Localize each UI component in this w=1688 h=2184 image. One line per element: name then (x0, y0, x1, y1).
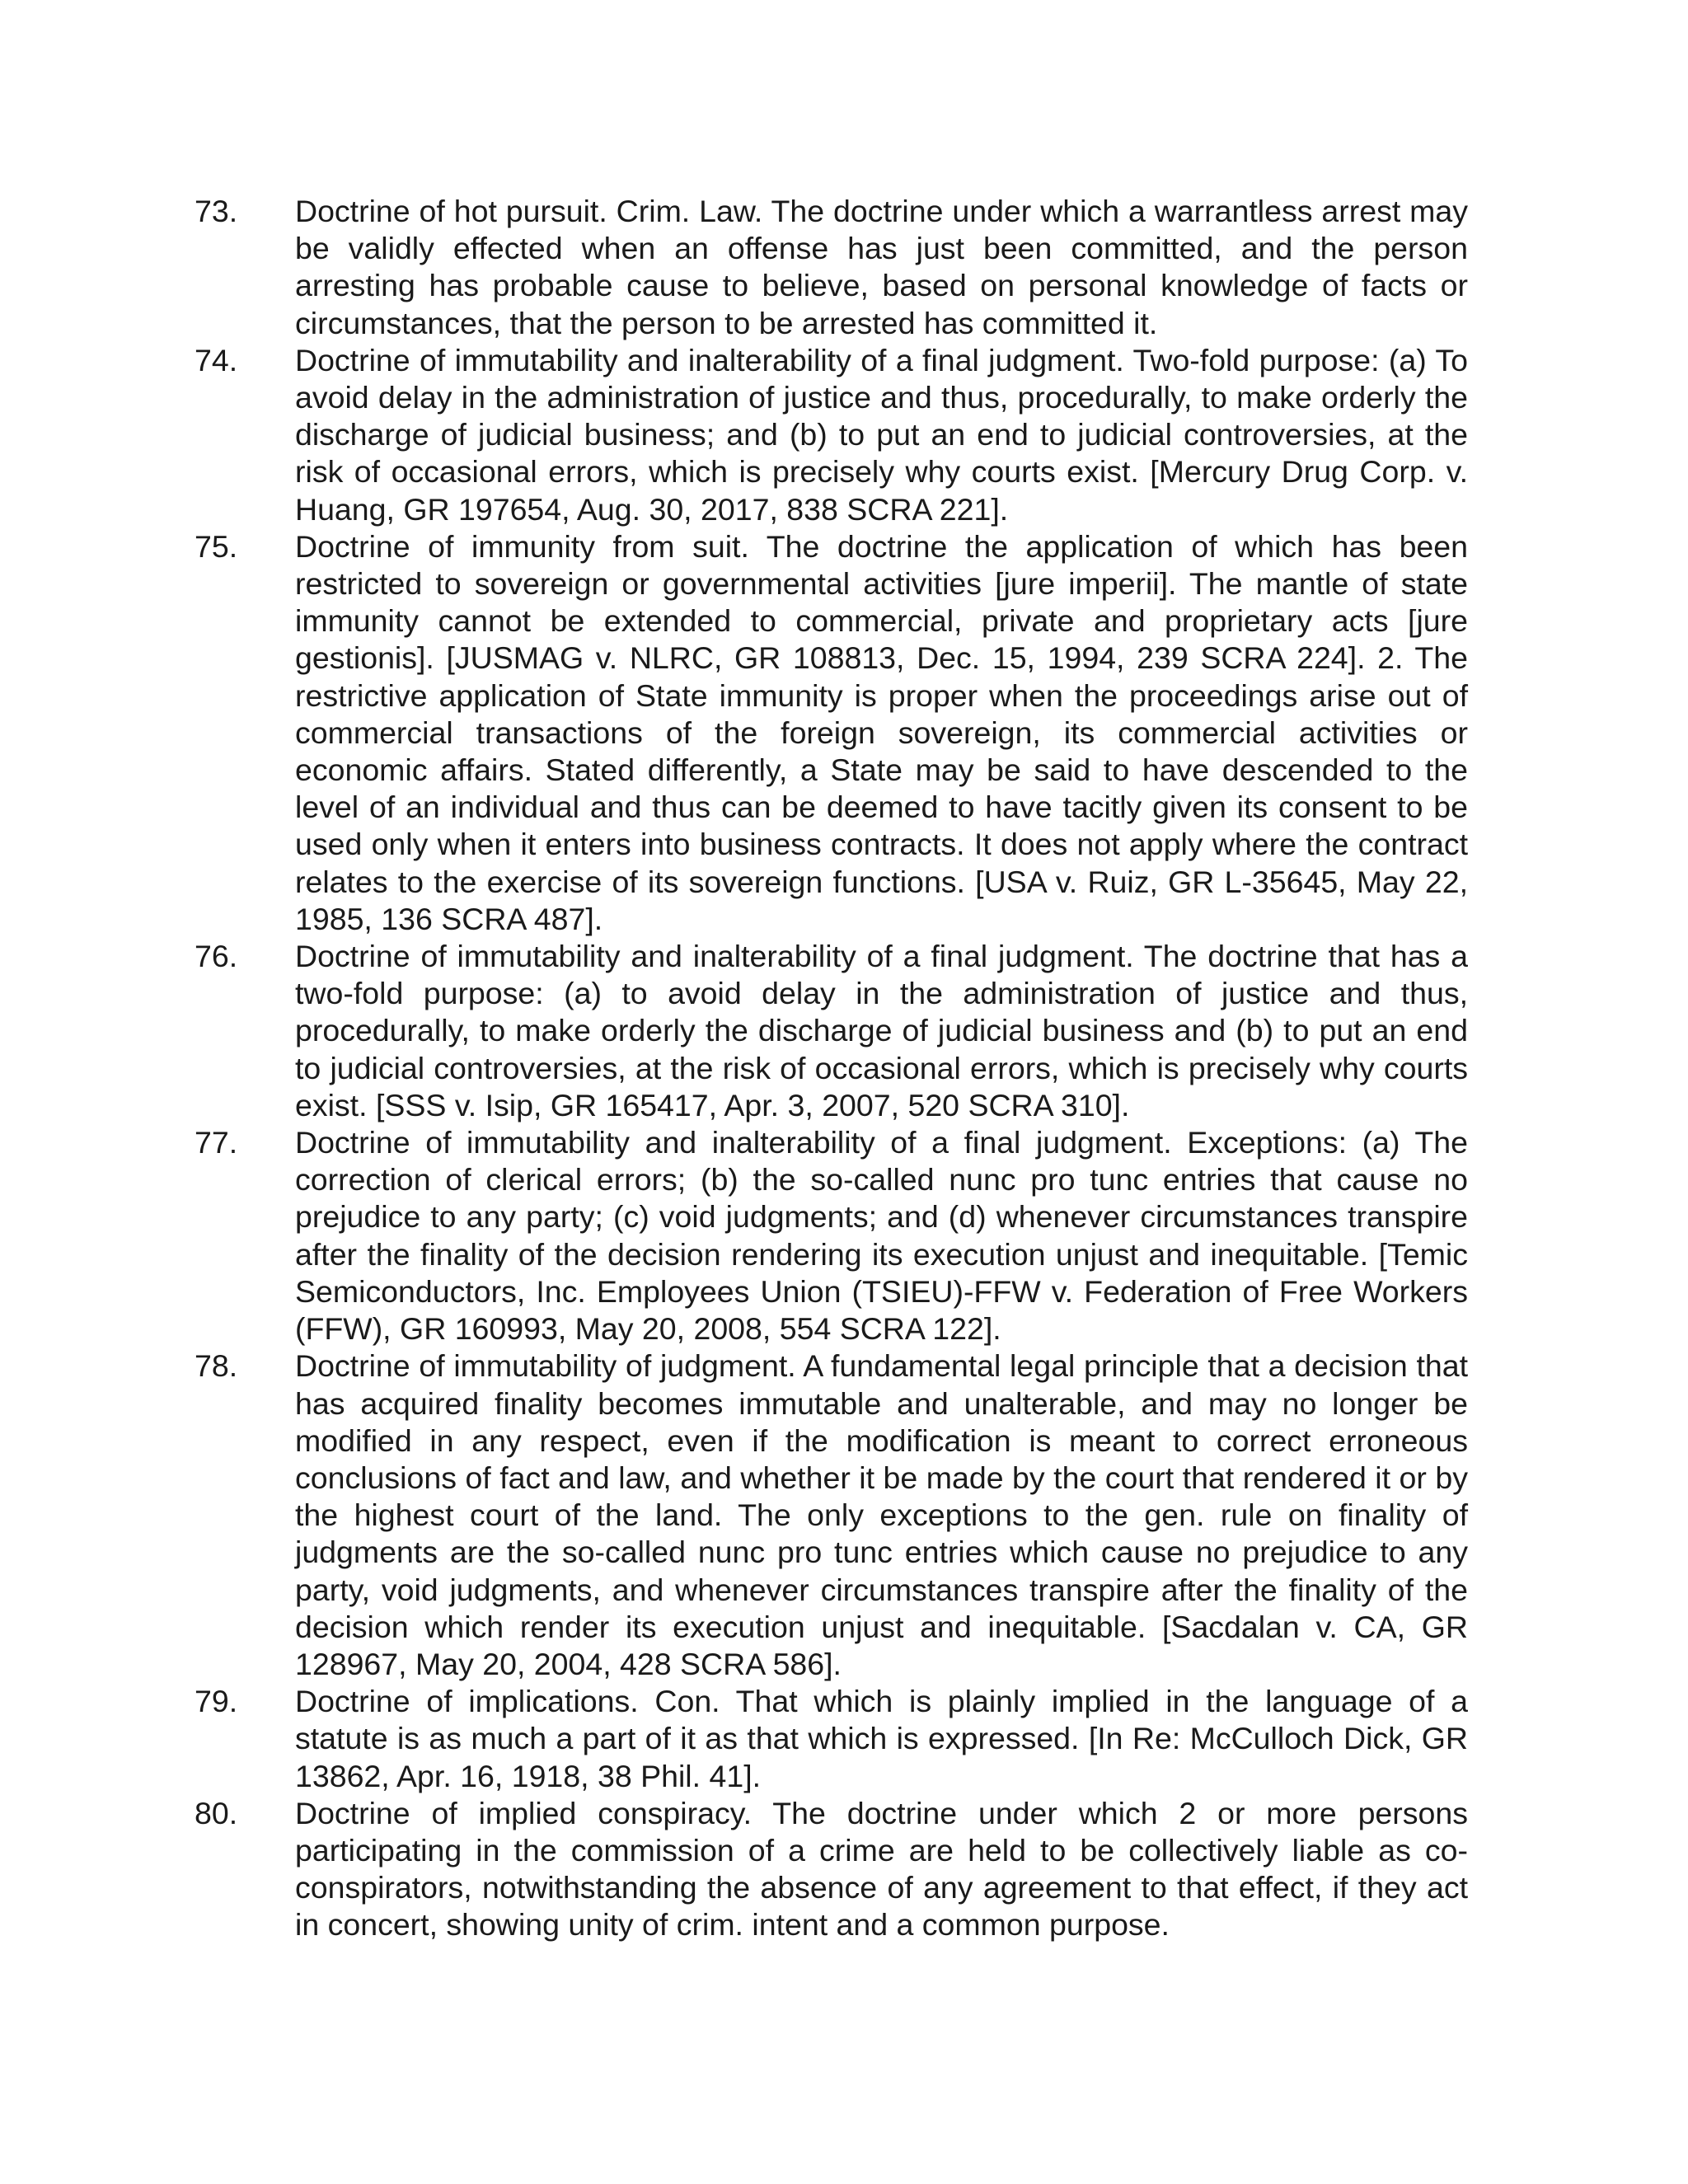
entry-76 (195, 938, 1468, 1124)
entry-text: Doctrine of hot pursuit. Crim. Law. The doctrine under which a warrantless arrest may be validly effected when an offense has just been committed, and the person arresting has probable cause to believe, based on personal knowledge of facts or circumstances, that the person to be arrested has committed it. (295, 194, 1468, 340)
entry-text: Doctrine of implications. Con. That which is plainly implied in the language of a statute is as much a part of it as that which is expressed. [In Re: McCulloch Dick, GR 13862, Apr. 16, 1918, 38 Phil. 41]. (295, 1684, 1468, 1793)
entry-80 (195, 1795, 1468, 1944)
entry-78 (195, 1347, 1468, 1683)
entry-text: Doctrine of immunity from suit. The doctrine the application of which has been restricted to sovereign or governmental activities [jure imperii]. The mantle of state immunity cannot be extended to commercial, private and proprietary acts [jure gestionis]. [JUSMAG v. NLRC, GR 108813, Dec. 15, 1994, 239 SCRA 224]. 2. The restrictive application of State immunity is proper when the proceedings arise out of commercial transactions of the foreign sovereign, its commercial activities or economic affairs. Stated differently, a State may be said to have descended to the level of an individual and thus can be deemed to have tacitly given its consent to be used only when it enters into business contracts. It does not apply where the contract relates to the exercise of its sovereign functions. [USA v. Ruiz, GR L-35645, May 22, 1985, 136 SCRA 487]. (295, 528, 1468, 936)
entry-number: 74. (195, 342, 238, 377)
entry-number: 76. (195, 939, 238, 974)
entry-text: Doctrine of immutability of judgment. A fundamental legal principle that a decision that has acquired finality becomes immutable and unalterable, and may no longer be modified in any respect, even if the modification is meant to correct erroneous conclusions of fact and law, and whether it be made by the court that rendered it or by the highest court of the land. The only exceptions to the gen. rule on finality of judgments are the so-called nunc pro tunc entries which cause no prejudice to any party, void judgments, and whenever circumstances transpire after the finality of the decision which render its execution unjust and inequitable. [Sacdalan v. CA, GR 128967, May 20, 2004, 428 SCRA 586]. (295, 1348, 1468, 1681)
entry-75 (195, 528, 1468, 938)
entry-number: 78. (195, 1348, 238, 1384)
entry-list (195, 193, 1468, 1944)
entry-74 (195, 342, 1468, 528)
entry-number: 73. (195, 194, 238, 228)
entry-text: Doctrine of implied conspiracy. The doctrine under which 2 or more persons participating in the commission of a crime are held to be collectively liable as co-conspirators, notwithstanding the absence of any agreement to that effect, if they act in concert, showing unity of crim. intent and a common purpose. (295, 1795, 1468, 1943)
entry-77 (195, 1124, 1468, 1347)
entry-number: 75. (195, 528, 238, 564)
entry-73 (195, 193, 1468, 342)
entry-text: Doctrine of immutability and inalterability of a final judgment. Two-fold purpose: (a) To avoid delay in the administration of justice and thus, procedurally, to make orderly the discharge of judicial business; and (b) to put an end to judicial controversies, at the risk of occasional errors, which is precisely why courts exist. [Mercury Drug Corp. v. Huang, GR 197654, Aug. 30, 2017, 838 SCRA 221]. (295, 342, 1468, 527)
entry-number: 80. (195, 1795, 238, 1830)
entry-text: Doctrine of immutability and inalterability of a final judgment. Exceptions: (a) The correction of clerical errors; (b) the so-called nunc pro tunc entries that cause no prejudice to any party; (c) void judgments; and (d) whenever circumstances transpire after the finality of the decision rendering its execution unjust and inequitable. [Temic Semiconductors, Inc. Employees Union (TSIEU)-FFW v. Federation of Free Workers (FFW), GR 160993, May 20, 2008, 554 SCRA 122]. (295, 1125, 1468, 1347)
entry-79 (195, 1683, 1468, 1795)
entry-text: Doctrine of immutability and inalterability of a final judgment. The doctrine that has a two-fold purpose: (a) to avoid delay in the administration of justice and thus, procedurally, to make orderly the discharge of judicial business and (b) to put an end to judicial controversies, at the risk of occasional errors, which is precisely why courts exist. [SSS v. Isip, GR 165417, Apr. 3, 2007, 520 SCRA 310]. (295, 939, 1468, 1122)
entry-number: 79. (195, 1684, 238, 1719)
entry-number: 77. (195, 1125, 238, 1160)
